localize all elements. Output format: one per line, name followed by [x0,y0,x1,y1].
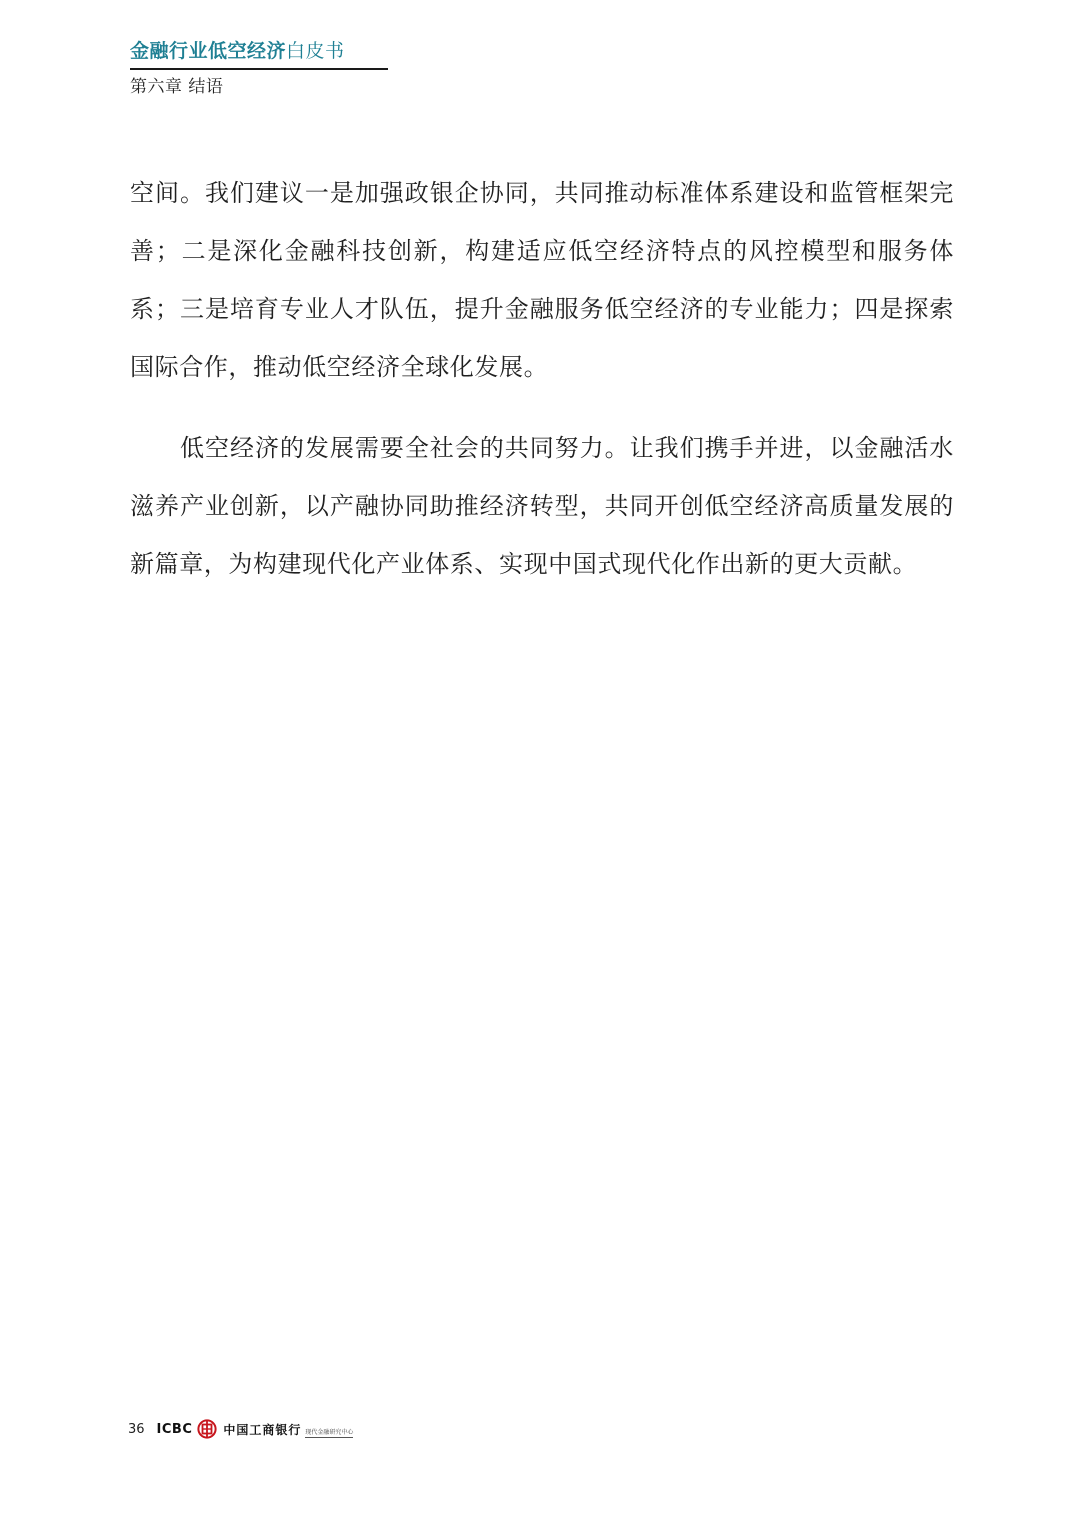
bank-name: 中国工商银行 [223,1422,302,1437]
icbc-logo-text: ICBC [156,1421,193,1437]
paragraph-1: 空间。我们建议一是加强政银企协同，共同推动标准体系建设和监管框架完善；二是深化金融科技创新，构建适应低空经济特点的风控模型和服务体系；三是培育专业人才队伍，提升金融服务低空经济的专业能力；四是探索国际合作，推动低空经济全球化发展。 [130,179,954,381]
header-divider [130,68,388,70]
document-title [130,38,388,64]
document-title-suffix: 白皮书 [286,40,345,62]
bank-subtitle: 现代金融研究中心 [305,1428,354,1436]
page-number: 36 [128,1421,145,1437]
icbc-emblem-icon [197,1419,217,1439]
chapter-title: 第六章 结语 [130,77,224,97]
page-header [130,38,388,99]
document-title-main: 金融行业低空经济 [130,40,287,62]
page-footer [128,1416,353,1442]
body-text [130,164,954,593]
paragraph-2: 低空经济的发展需要全社会的共同努力。让我们携手并进，以金融活水滋养产业创新，以产融协同助推经济转型，共同开创低空经济高质量发展的新篇章，为构建现代化产业体系、实现中国式现代化作出新的更大贡献。 [130,434,954,578]
